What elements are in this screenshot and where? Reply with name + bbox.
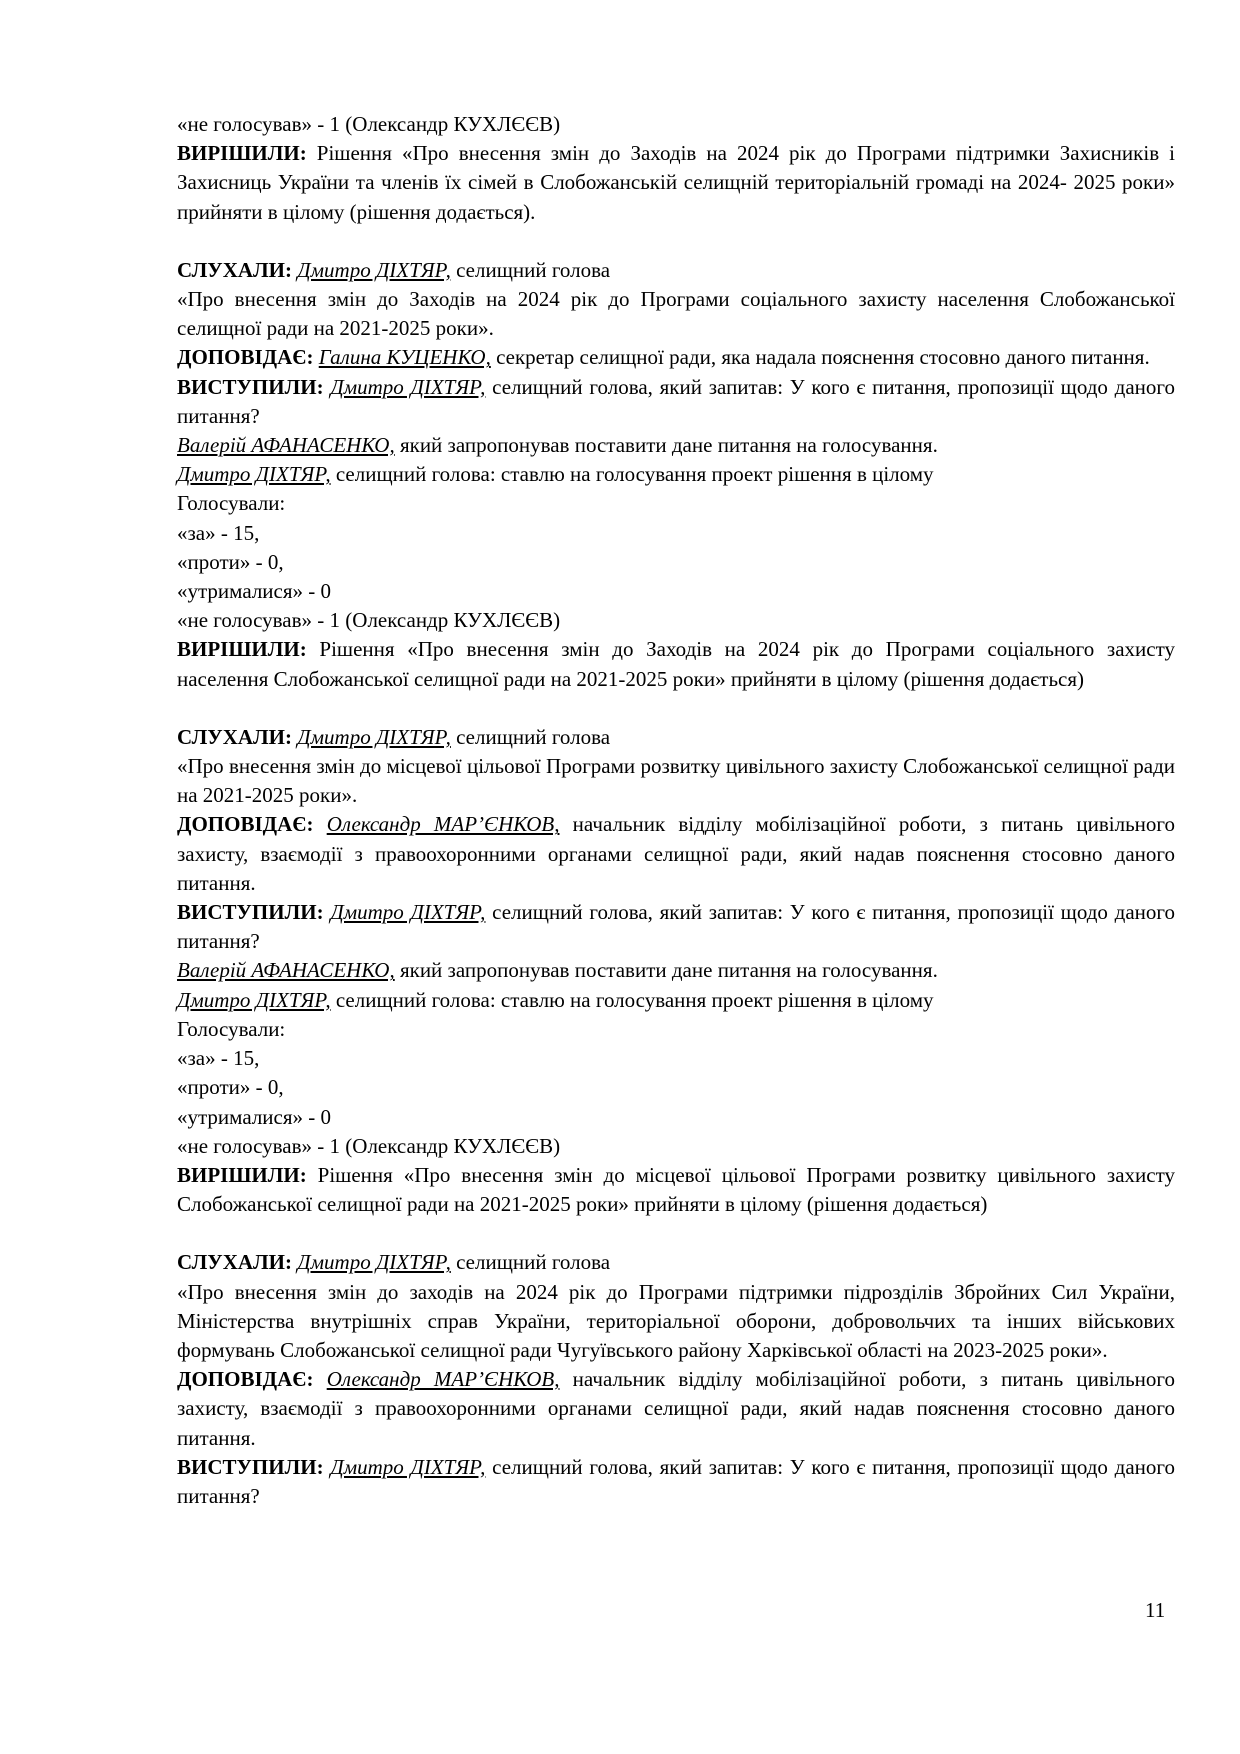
reporter-paragraph xyxy=(177,343,1175,372)
decision-label: ВИРІШИЛИ: xyxy=(177,141,307,166)
spoke-text: селищний голова, який запитав: У кого є питання, пропозиції щодо даного питання? xyxy=(177,374,1176,428)
agenda-topic: «Про внесення змін до місцевої цільової Програми розвитку цивільного захисту Слобожанської селищної ради на 2021-2025 роки». xyxy=(177,754,1175,808)
document-page xyxy=(177,110,1175,1511)
reporter-name: Галина КУЦЕНКО, xyxy=(318,345,491,370)
spoke-name: Дмитро ДІХТЯР, xyxy=(330,900,486,925)
reporter-text: начальник відділу мобілізаційної роботи, з питань цивільного захисту, взаємодії з правоохоронними органами селищної ради, який надав пояснення стосовно даного питання. xyxy=(177,1367,1175,1450)
reporter-name: Олександр МАР’ЄНКОВ, xyxy=(326,812,560,837)
vote-for: «за» - 15, xyxy=(177,1046,260,1071)
reporter-paragraph xyxy=(177,810,1175,898)
vote-not-voted: «не голосував» - 1 (Олександр КУХЛЄЄВ) xyxy=(177,1133,561,1158)
voted-heading: Голосували: xyxy=(177,1016,286,1041)
heard-label: СЛУХАЛИ: xyxy=(177,257,293,282)
heard-role: селищний голова xyxy=(450,257,611,282)
agenda-topic: «Про внесення змін до Заходів на 2024 рік до Програми соціального захисту населення Слобожанської селищної ради на 2021-2025 роки». xyxy=(177,287,1175,341)
chair-name: Дмитро ДІХТЯР, xyxy=(177,987,331,1012)
reporter-paragraph xyxy=(177,1365,1175,1453)
reporter-text: секретар селищної ради, яка надала пояснення стосовно даного питання. xyxy=(490,345,1150,370)
decision-paragraph xyxy=(177,635,1175,693)
heard-label: СЛУХАЛИ: xyxy=(177,1250,293,1275)
heard-role: селищний голова xyxy=(450,1250,611,1275)
heard-name: Дмитро ДІХТЯР, xyxy=(297,1250,451,1275)
proposer-name: Валерій АФАНАСЕНКО, xyxy=(177,958,395,983)
spoke-label: ВИСТУПИЛИ: xyxy=(177,374,324,399)
heard-name: Дмитро ДІХТЯР, xyxy=(297,257,451,282)
reporter-label: ДОПОВІДАЄ: xyxy=(177,812,314,837)
agenda-topic: «Про внесення змін до заходів на 2024 рік до Програми підтримки підрозділів Збройних Сил України, Міністерства внутрішніх справ України, територіальної оборони, добровольчих та інших військових формувань Слобожанської селищної ради Чугуївського району Харківської області на 2023-2025 роки». xyxy=(177,1279,1175,1362)
reporter-text: начальник відділу мобілізаційної роботи, з питань цивільного захисту, взаємодії з правоохоронними органами селищної ради, який надав пояснення стосовно даного питання. xyxy=(177,812,1175,895)
reporter-label: ДОПОВІДАЄ: xyxy=(177,345,314,370)
decision-paragraph xyxy=(177,1161,1175,1219)
heard-label: СЛУХАЛИ: xyxy=(177,724,293,749)
heard-paragraph xyxy=(177,1248,1175,1277)
proposer-name: Валерій АФАНАСЕНКО, xyxy=(177,433,395,458)
decision-label: ВИРІШИЛИ: xyxy=(177,1162,307,1187)
heard-paragraph xyxy=(177,256,1175,285)
vote-abstained: «утрималися» - 0 xyxy=(177,1104,332,1129)
chair-paragraph xyxy=(177,986,1175,1015)
vote-abstained: «утрималися» - 0 xyxy=(177,579,332,604)
proposer-text: який запропонував поставити дане питання на голосування. xyxy=(394,958,938,983)
decision-text: Рішення «Про внесення змін до Заходів на 2024 рік до Програми соціального захисту населення Слобожанської селищної ради на 2021-2025 роки» прийняти в цілому (рішення додається) xyxy=(177,637,1175,691)
decision-text: Рішення «Про внесення змін до Заходів на 2024 рік до Програми підтримки Захисників і Захисниць України та членів їх сімей в Слобожанській селищній територіальній громаді на 2024- 2025 роки» прийняти в цілому (рішення додається). xyxy=(177,141,1175,224)
heard-name: Дмитро ДІХТЯР, xyxy=(297,724,451,749)
decision-label: ВИРІШИЛИ: xyxy=(177,637,307,662)
vote-not-voted: «не голосував» - 1 (Олександр КУХЛЄЄВ) xyxy=(177,112,561,136)
vote-against: «проти» - 0, xyxy=(177,1075,284,1100)
chair-name: Дмитро ДІХТЯР, xyxy=(177,462,331,487)
chair-text: селищний голова: ставлю на голосування проект рішення в цілому xyxy=(330,987,934,1012)
proposer-paragraph xyxy=(177,431,1175,460)
heard-role: селищний голова xyxy=(450,724,611,749)
heard-paragraph xyxy=(177,723,1175,752)
proposer-paragraph xyxy=(177,956,1175,985)
spoke-text: селищний голова, який запитав: У кого є питання, пропозиції щодо даного питання? xyxy=(177,900,1176,954)
chair-text: селищний голова: ставлю на голосування проект рішення в цілому xyxy=(330,462,934,487)
page-number: 11 xyxy=(1145,1598,1166,1622)
spoke-text: селищний голова, який запитав: У кого є питання, пропозиції щодо даного питання? xyxy=(177,1454,1176,1508)
spoke-paragraph xyxy=(177,373,1175,431)
reporter-label: ДОПОВІДАЄ: xyxy=(177,1367,314,1392)
decision-text: Рішення «Про внесення змін до місцевої цільової Програми розвитку цивільного захисту Слобожанської селищної ради на 2021-2025 роки» прийняти в цілому (рішення додається) xyxy=(177,1162,1175,1217)
proposer-text: який запропонував поставити дане питання на голосування. xyxy=(394,433,938,458)
spoke-paragraph xyxy=(177,898,1175,956)
voted-heading: Голосували: xyxy=(177,491,286,516)
reporter-name: Олександр МАР’ЄНКОВ, xyxy=(326,1367,560,1392)
chair-paragraph xyxy=(177,460,1175,489)
vote-for: «за» - 15, xyxy=(177,520,260,545)
decision-paragraph xyxy=(177,139,1175,227)
vote-not-voted: «не голосував» - 1 (Олександр КУХЛЄЄВ) xyxy=(177,608,561,633)
vote-against: «проти» - 0, xyxy=(177,549,284,574)
spoke-label: ВИСТУПИЛИ: xyxy=(177,1454,324,1479)
spoke-name: Дмитро ДІХТЯР, xyxy=(330,374,486,399)
spoke-paragraph xyxy=(177,1453,1175,1511)
spoke-label: ВИСТУПИЛИ: xyxy=(177,900,324,925)
spoke-name: Дмитро ДІХТЯР, xyxy=(330,1454,486,1479)
